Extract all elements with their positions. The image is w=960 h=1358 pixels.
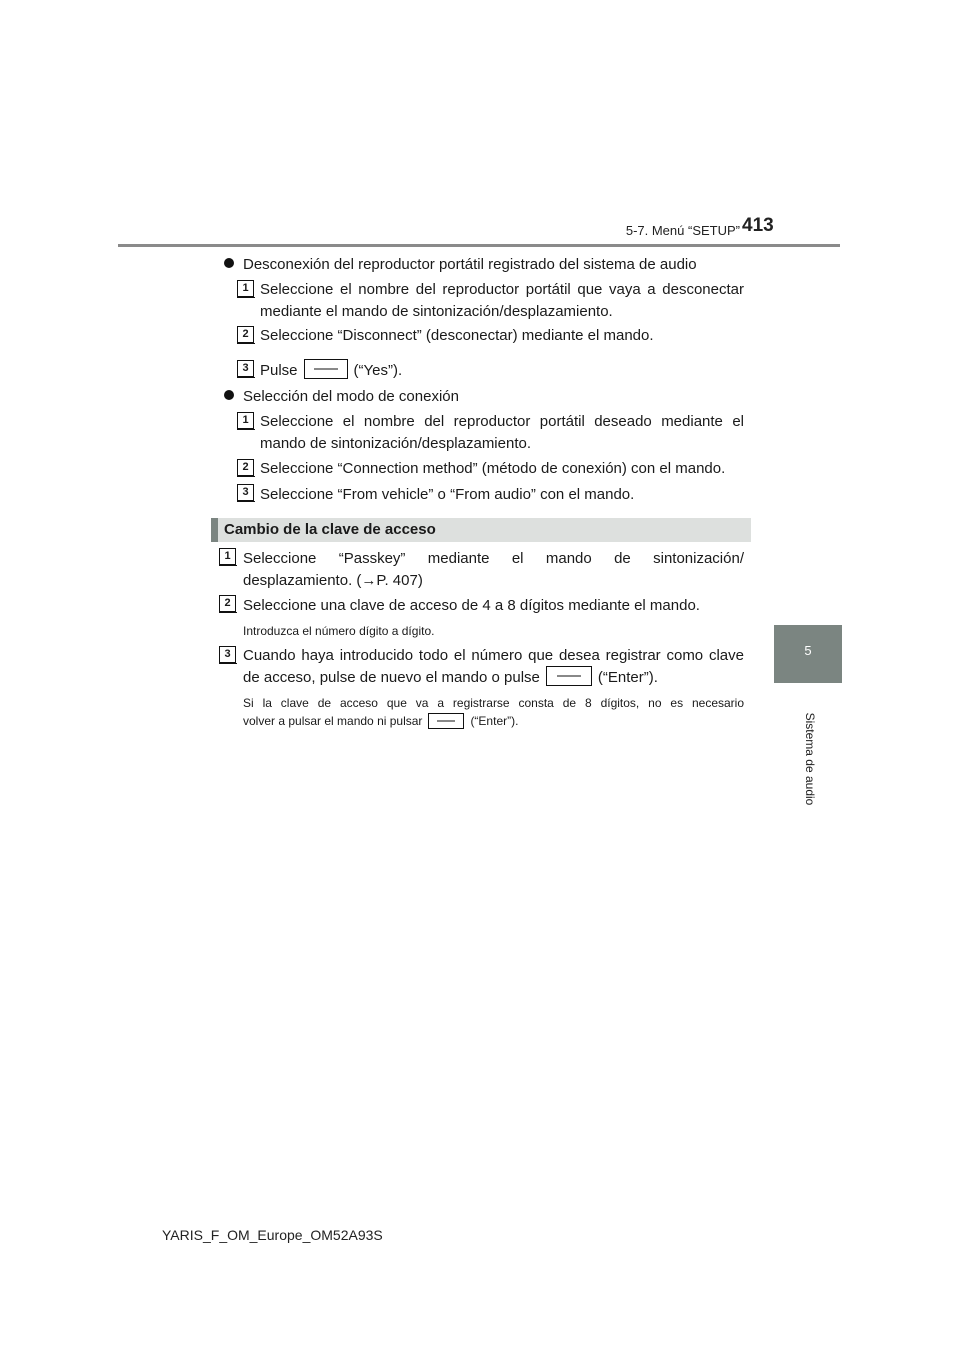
step-note: Introduzca el número dígito a dígito. xyxy=(243,624,435,638)
step-number-badge: 3 xyxy=(237,360,254,377)
step-text: Seleccione el nombre del reproductor portátil que vaya a desconectar xyxy=(260,281,744,298)
header-rule xyxy=(118,244,840,247)
running-header-section: 5-7. Menú “SETUP” xyxy=(625,223,740,238)
step-text: Seleccione el nombre del reproductor portátil deseado mediante el xyxy=(260,413,744,430)
step-rule xyxy=(219,663,237,664)
section-title: Cambio de la clave de acceso xyxy=(224,521,436,538)
step-text: Seleccione “Disconnect” (desconectar) mediante el mando. xyxy=(260,327,654,344)
step-number-badge: 2 xyxy=(237,459,254,476)
step-number-badge: 1 xyxy=(219,548,236,565)
bullet-icon xyxy=(224,390,234,400)
enter-screen-button xyxy=(428,713,464,729)
step-text: de acceso, pulse de nuevo el mando o pulse (“Enter”). xyxy=(243,667,658,689)
step-text: Seleccione “Connection method” (método de conexión) con el mando. xyxy=(260,460,726,477)
step-rule xyxy=(237,343,255,344)
step-text: mediante el mando de sintonización/desplazamiento. xyxy=(260,303,613,320)
step-number-badge: 2 xyxy=(237,326,254,343)
step-rule xyxy=(237,476,255,477)
step-text: mando de sintonización/desplazamiento. xyxy=(260,435,532,452)
step-rule xyxy=(237,297,255,298)
step-number-badge: 1 xyxy=(237,412,254,429)
step-text: Pulse (“Yes”). xyxy=(260,360,402,382)
step-text: Seleccione “Passkey” mediante el mando de sintonización/ xyxy=(243,550,744,567)
yes-screen-button xyxy=(304,359,348,379)
step-number-badge: 1 xyxy=(237,280,254,297)
bullet-heading-connection-mode: Selección del modo de conexión xyxy=(224,386,459,408)
step-note: Si la clave de acceso que va a registrarse consta de 8 dígitos, no es necesario xyxy=(243,696,744,710)
step-rule xyxy=(237,501,255,502)
document-id: YARIS_F_OM_Europe_OM52A93S xyxy=(162,1227,383,1243)
step-note: volver a pulsar el mando ni pulsar (“Enter”). xyxy=(243,714,519,728)
page-number: 413 xyxy=(742,215,774,236)
step-rule xyxy=(237,429,255,430)
step-number-badge: 3 xyxy=(219,646,236,663)
enter-screen-button xyxy=(546,666,592,686)
step-text: desplazamiento. (→P. 407) xyxy=(243,572,423,589)
step-text: Cuando haya introducido todo el número que desea registrar como clave xyxy=(243,647,744,664)
chapter-number: 5 xyxy=(804,643,812,658)
bullet-icon xyxy=(224,258,234,268)
bullet-heading-disconnect: Desconexión del reproductor portátil registrado del sistema de audio xyxy=(224,254,697,276)
step-text: Seleccione “From vehicle” o “From audio” con el mando. xyxy=(260,486,635,503)
section-heading-accent xyxy=(211,518,218,542)
step-number-badge: 2 xyxy=(219,595,236,612)
step-text: Seleccione una clave de acceso de 4 a 8 dígitos mediante el mando. xyxy=(243,597,700,614)
step-rule xyxy=(237,377,255,378)
chapter-label: Sistema de audio xyxy=(803,712,817,806)
step-number-badge: 3 xyxy=(237,484,254,501)
step-rule xyxy=(219,565,237,566)
step-rule xyxy=(219,612,237,613)
